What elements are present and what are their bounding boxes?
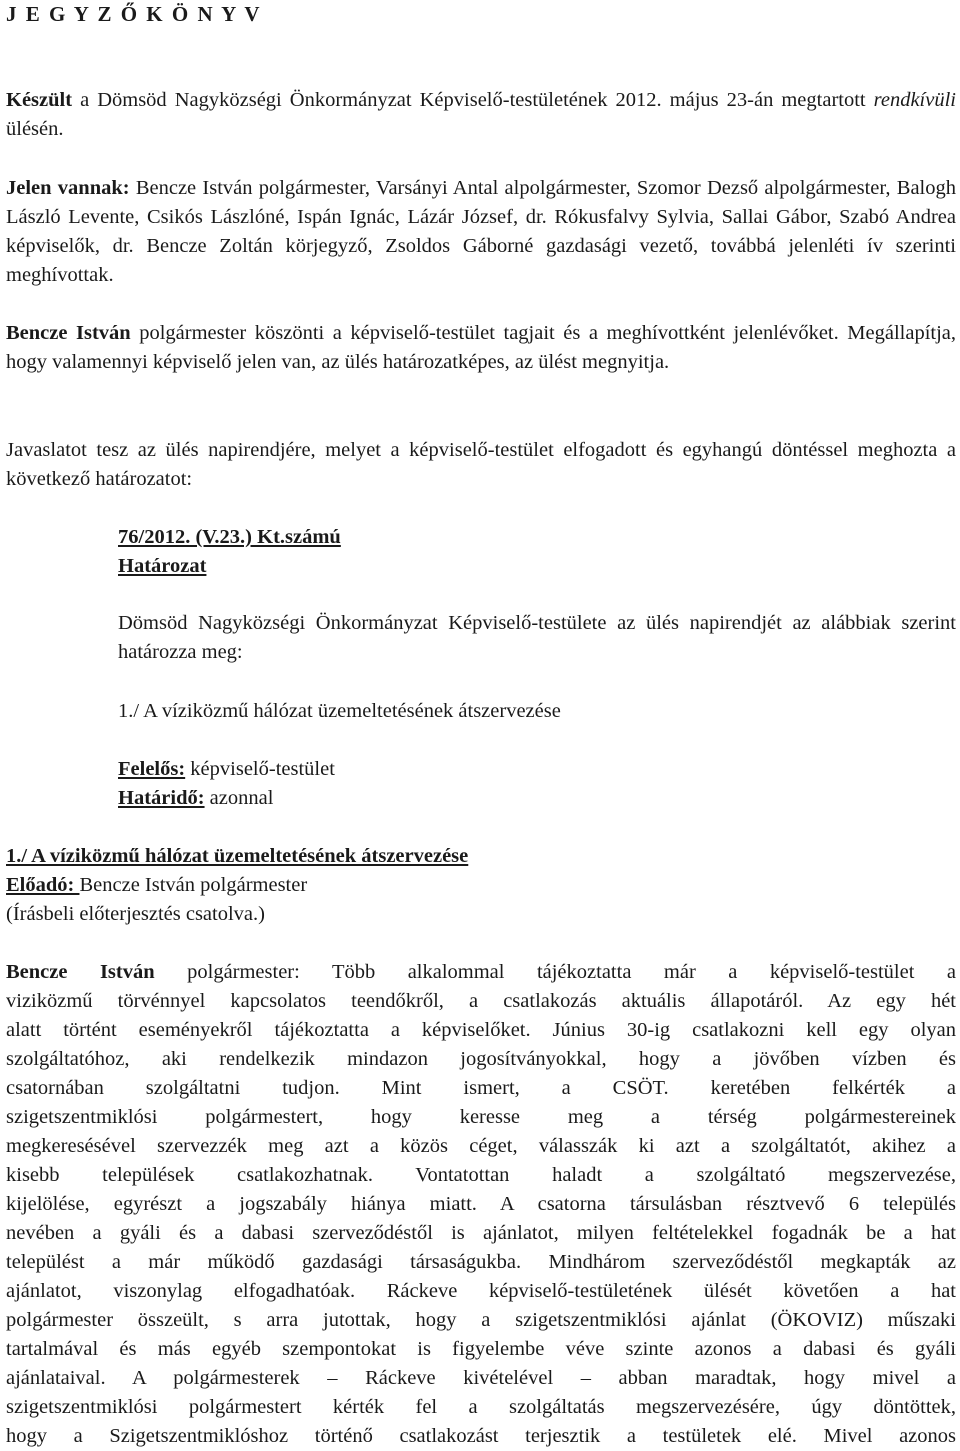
speech-line: ajánlataival. A polgármesterek – Ráckeve kivételével – abban maradtak, hogy mivel a	[6, 1367, 956, 1389]
speech-line: ajánlatot, viszonylag elfogadhatóak. Ráckeve képviselő-testületének ülését követően a hat	[6, 1280, 956, 1302]
speech-line: megkeresésével szervezzék meg azt a közös céget, válasszák ki azt a szolgáltatót, akihez a	[6, 1135, 956, 1157]
resolution-deadline: Határidő: azonnal	[118, 787, 274, 809]
speech-line: tartalmával és más egyéb szempontokat is figyelembe véve szinte azonos a dabasi és gyáli	[6, 1338, 956, 1360]
speech-line: kijelölése, egyrészt a jogszabály hiánya miatt. A csatorna társulásban résztvevő 6 település	[6, 1193, 956, 1215]
present-label: Jelen vannak:	[6, 177, 130, 199]
resolution-item: 1./ A víziközmű hálózat üzemeltetésének átszervezése	[118, 700, 561, 722]
speech-line: nevében a gyáli és a dabasi szerveződéstől is ajánlatot, milyen feltételekkel fogadnák be a hat	[6, 1222, 956, 1244]
speech-line: hogy a Szigetszentmiklóshoz történő csatlakozást terjesztik a testületek elé. Mivel azonos	[6, 1425, 956, 1447]
resolution-body: Dömsöd Nagyközségi Önkormányzat Képviselő-testülete az ülés napirendjét az alábbiak szerint határozza meg:	[118, 612, 956, 663]
greeting-paragraph	[6, 319, 956, 377]
resolution-heading: Határozat	[118, 555, 207, 577]
speech-line: szigetszentmiklósi polgármestert kérték fel a szolgáltatás megszervezésére, úgy döntöttek,	[6, 1396, 956, 1418]
intro-text-2: ülésén.	[6, 118, 64, 140]
speech-line: polgármester összeült, s arra jutottak, hogy a szigetszentmiklósi ajánlat (ÖKOVIZ) műszaki	[6, 1309, 956, 1331]
resolution-number: 76/2012. (V.23.) Kt.számú	[118, 526, 341, 548]
proposal-paragraph: Javaslatot tesz az ülés napirendjére, melyet a képviselő-testület elfogadott és egyhangú döntéssel meghozta a következő határozatot:	[6, 439, 956, 490]
speech-line: szolgáltatóhoz, aki rendelkezik mindazon jogosítványokkal, hogy a jövőben vízben és	[6, 1048, 956, 1070]
present-paragraph	[6, 174, 956, 290]
intro-italic: rendkívüli	[873, 89, 956, 111]
present-text: Bencze István polgármester, Varsányi Antal alpolgármester, Szomor Dezső alpolgármester, Balogh László Levente, Csikós Lászlóné, Ispán Ignác, Lázár József, dr. Rókusfalvy Sylvia, Sallai Gábor, Szabó Andrea képviselők, dr. Bencze Zoltán körjegyző, Zsoldos Gáborné gazdasági vezető, továbbá jelenléti ív szerinti meghívottak.	[6, 177, 956, 286]
speech-line: alatt történt eseményekről tájékoztatta a képviselőket. Június 30-ig csatlakozni kell egy olyan	[6, 1019, 956, 1041]
speech-line: kisebb települések csatlakozhatnak. Vontatottan haladt a szolgáltató megszervezése,	[6, 1164, 956, 1186]
speech-line: Bencze István polgármester: Több alkalommal tájékoztatta már a képviselő-testület a	[6, 961, 957, 983]
speech-line: csatornában szolgáltatni tudjon. Mint ismert, a CSÖT. keretében felkérték a	[6, 1077, 956, 1099]
agenda-heading: 1./ A víziközmű hálózat üzemeltetésének átszervezése	[6, 845, 469, 867]
intro-bold: Készült	[6, 89, 73, 111]
agenda-note: (Írásbeli előterjesztés csatolva.)	[6, 903, 265, 925]
speech-line: települést a már működő gazdasági társaságukba. Mindhárom szerveződéstől megkapták az	[6, 1251, 956, 1273]
intro-text-1: a Dömsöd Nagyközségi Önkormányzat Képviselő-testületének 2012. május 23-án megtartott	[72, 89, 874, 111]
resolution-responsible: Felelős: képviselő-testület	[118, 758, 335, 780]
greeting-name: Bencze István	[6, 322, 131, 344]
speech-paragraph	[6, 958, 956, 1451]
document-title: J E G Y Z Ő K Ö N Y V	[6, 2, 262, 26]
speech-line: szigetszentmiklósi polgármestert, hogy keresse meg a térség polgármestereinek	[6, 1106, 956, 1128]
agenda-presenter: Előadó: Bencze István polgármester	[6, 874, 308, 896]
greeting-text: polgármester köszönti a képviselő-testület tagjait és a meghívottként jelenlévőket. Megállapítja, hogy valamennyi képviselő jelen van, az ülés határozatképes, az ülést megnyitja.	[6, 322, 956, 373]
intro-paragraph	[6, 86, 956, 144]
speech-line: viziközmű törvénnyel kapcsolatos teendőkről, a csatlakozás aktuális állapotáról. Az egy hét	[6, 990, 956, 1012]
